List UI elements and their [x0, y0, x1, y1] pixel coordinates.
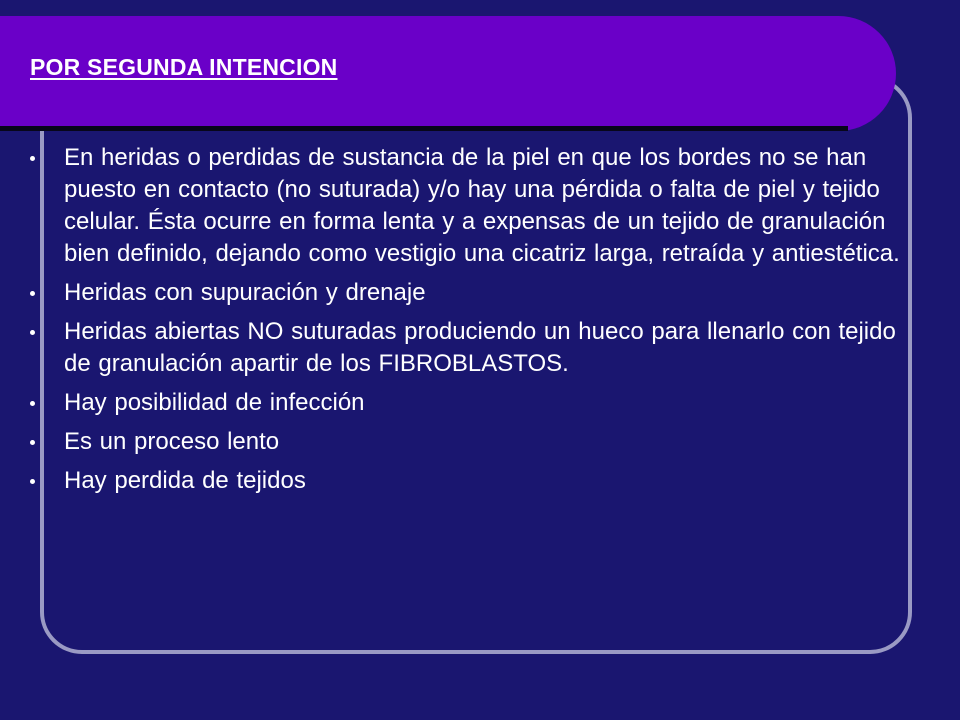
- bullet-item: [28, 316, 928, 380]
- bullet-list: [28, 142, 928, 504]
- bullet-dot-icon: [30, 291, 35, 296]
- bullet-dot-icon: [30, 330, 35, 335]
- bullet-dot-icon: [30, 401, 35, 406]
- bullet-text: Es un proceso lento: [64, 428, 280, 455]
- bullet-text: Hay perdida de tejidos: [64, 467, 306, 494]
- bullet-text: Hay posibilidad de infección: [64, 389, 365, 416]
- title-divider: [0, 126, 848, 131]
- bullet-dot-icon: [30, 156, 35, 161]
- bullet-dot-icon: [30, 479, 35, 484]
- bullet-item: [28, 142, 928, 270]
- bullet-item: [28, 387, 928, 419]
- bullet-text: Heridas abiertas NO suturadas produciendo un hueco para llenarlo con tejido de granulación apartir de los FIBROBLASTOS.: [64, 318, 896, 377]
- bullet-text: Heridas con supuración y drenaje: [64, 279, 426, 306]
- bullet-dot-icon: [30, 440, 35, 445]
- slide-title: POR SEGUNDA INTENCION: [30, 54, 338, 80]
- bullet-item: [28, 426, 928, 458]
- bullet-item: [28, 465, 928, 497]
- bullet-item: [28, 277, 928, 309]
- bullet-text: En heridas o perdidas de sustancia de la piel en que los bordes no se han puesto en contacto (no suturada) y/o hay una pérdida o falta de piel y tejido celular. Ésta ocurre en forma lenta y a expensas de un tejido de granulación bien definido, dejando como vestigio una cicatriz larga, retraída y antiestética.: [64, 144, 900, 267]
